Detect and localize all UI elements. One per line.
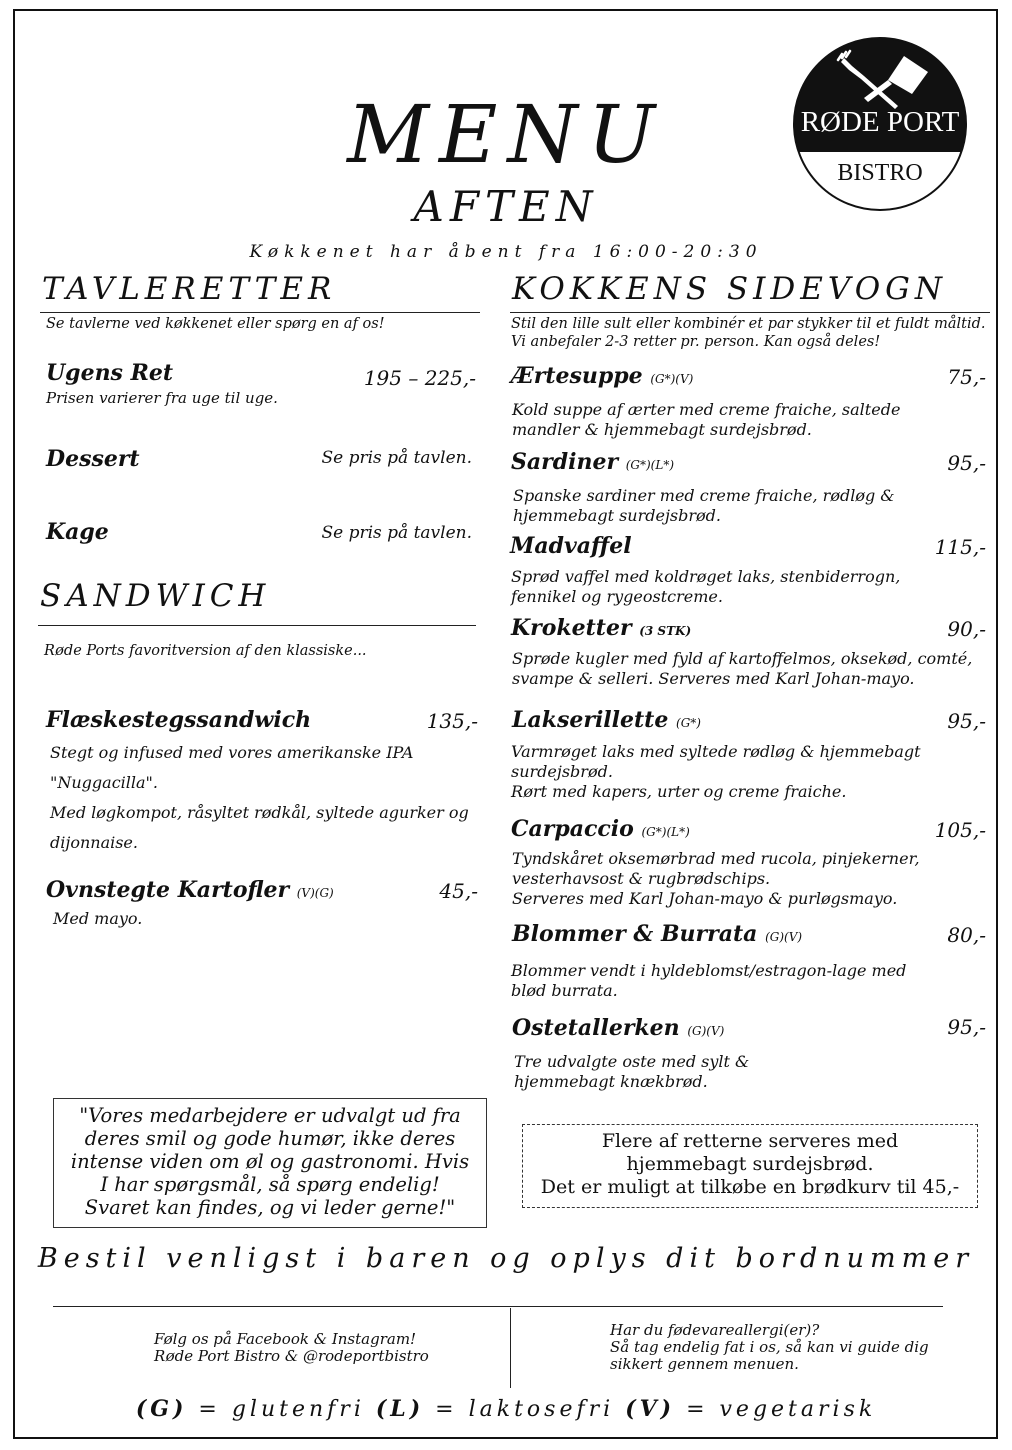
item-price: Se pris på tavlen. <box>321 448 472 468</box>
item-name: Kroketter (3 STK) <box>511 615 692 641</box>
item-description: Med mayo. <box>53 909 143 928</box>
item-price: 75,- <box>947 365 986 389</box>
logo-line2: BISTRO <box>837 160 923 186</box>
item-description: Kold suppe af ærter med creme fraiche, saltede mandler & hjemmebagt surdejsbrød. <box>512 400 901 439</box>
item-description: Tyndskåret oksemørbrad med rucola, pinjekerner, vesterhavsost & rugbrødschips. Serveres med Karl Johan-mayo & purløgsmayo. <box>512 849 920 908</box>
item-name: Ugens Ret <box>46 360 174 386</box>
item-price: 90,- <box>947 617 986 641</box>
section-note: Røde Ports favoritversion af den klassiske... <box>44 643 367 659</box>
item-name: Madvaffel <box>510 533 632 559</box>
item-price: 195 – 225,- <box>363 366 476 390</box>
divider <box>40 312 480 313</box>
restaurant-logo <box>792 36 968 212</box>
item-price: 105,- <box>934 818 986 842</box>
section-note: Stil den lille sult eller kombinér et par stykker til et fuldt måltid. Vi anbefaler 2-3 retter pr. person. Kan også deles! <box>511 316 986 350</box>
menu-subtitle: AFTEN <box>413 182 599 231</box>
section-heading-tavleretter: TAVLERETTER <box>42 271 337 307</box>
item-price: 45,- <box>439 879 478 903</box>
section-heading-sandwich: SANDWICH <box>40 578 271 614</box>
item-description: Spanske sardiner med creme fraiche, rødløg & hjemmebagt surdejsbrød. <box>513 486 895 525</box>
item-description: Sprøde kugler med fyld af kartoffelmos, oksekød, comté, svampe & selleri. Serveres med Karl Johan-mayo. <box>512 649 973 688</box>
item-name: Lakserillette (G*) <box>512 707 701 733</box>
item-name: Sardiner (G*)(L*) <box>511 449 675 475</box>
allergy-note: Har du fødevareallergi(er)? Så tag endelig fat i os, så kan vi guide dig sikkert gennem menuen. <box>610 1321 929 1373</box>
dietary-legend: (G) = glutenfri (L) = laktosefri (V) = vegetarisk <box>135 1396 877 1422</box>
item-price: 115,- <box>934 535 986 559</box>
item-description: Prisen varierer fra uge til uge. <box>46 389 278 407</box>
logo-line1: RØDE PORT <box>800 106 960 138</box>
item-price: 95,- <box>947 1015 986 1039</box>
item-price: 80,- <box>947 923 986 947</box>
item-name: Blommer & Burrata (G)(V) <box>512 921 803 947</box>
social-media-note: Følg os på Facebook & Instagram! Røde Port Bistro & @rodeportbistro <box>154 1330 429 1365</box>
section-note: Se tavlerne ved køkkenet eller spørg en af os! <box>46 316 385 332</box>
item-name: Flæskestegssandwich <box>46 707 312 733</box>
item-name: Kage <box>46 519 109 545</box>
item-name: Ærtesuppe (G*)(V) <box>511 363 694 389</box>
menu-title: MENU <box>347 88 665 181</box>
item-description: Blommer vendt i hyldeblomst/estragon-lage med blød burrata. <box>511 961 907 1000</box>
item-price: 95,- <box>947 709 986 733</box>
item-description: Varmrøget laks med syltede rødløg & hjemmebagt surdejsbrød. Rørt med kapers, urter og creme fraiche. <box>511 742 921 801</box>
item-name: Dessert <box>46 446 140 472</box>
bread-note-box: Flere af retterne serveres med hjemmebagt surdejsbrød. Det er muligt at tilkøbe en brødkurv til 45,- <box>522 1124 978 1208</box>
item-name: Ostetallerken (G)(V) <box>512 1015 725 1041</box>
footer-vertical-divider <box>510 1308 511 1388</box>
divider <box>510 312 990 313</box>
section-heading-sidevogn: KOKKENS SIDEVOGN <box>512 271 948 307</box>
item-name: Ovnstegte Kartofler (V)(G) <box>46 877 334 903</box>
item-description: Sprød vaffel med koldrøget laks, stenbiderrogn, fennikel og rygeostcreme. <box>511 567 901 606</box>
item-price: 135,- <box>426 709 478 733</box>
order-instruction: Bestil venligst i baren og oplys dit bordnummer <box>37 1243 975 1274</box>
item-price: 95,- <box>947 451 986 475</box>
footer-divider <box>53 1306 943 1307</box>
divider <box>38 625 476 626</box>
item-price: Se pris på tavlen. <box>321 523 472 543</box>
item-description: Tre udvalgte oste med sylt & hjemmebagt knækbrød. <box>514 1052 750 1091</box>
staff-quote-box: "Vores medarbejdere er udvalgt ud fra deres smil og gode humør, ikke deres intense viden om øl og gastronomi. Hvis I har spørgsmål, så spørg endelig! Svaret kan findes, og vi leder gerne!" <box>53 1098 487 1228</box>
opening-hours: Køkkenet har åbent fra 16:00-20:30 <box>249 242 763 262</box>
item-description: Stegt og infused med vores amerikanske IPA "Nuggacilla". Med løgkompot, råsyltet rødkål, syltede agurker og dijonnaise. <box>50 743 469 852</box>
item-name: Carpaccio (G*)(L*) <box>511 816 690 842</box>
